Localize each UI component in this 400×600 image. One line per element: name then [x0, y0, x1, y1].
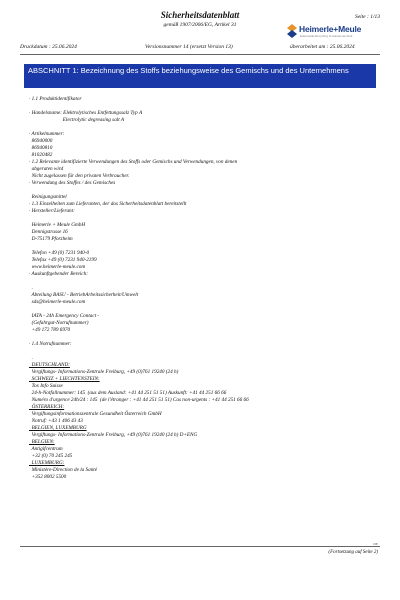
text-line: . — [29, 285, 33, 291]
text-line — [29, 215, 374, 222]
text-line: 24-h-Notfallnummer: 145 (aus dem Ausland: +41 44 251 51 51) Auskunft: +41 44 251 66 66 — [29, 390, 227, 396]
text-line: +32 (0) 70 245 245 — [29, 453, 73, 459]
text-line: SCHWEIZ + LIECHTENSTEIN: — [29, 376, 100, 382]
revision-date: überarbeitet am : 25.06.2024 — [290, 44, 355, 50]
text-line: Antigifcentrum — [29, 446, 63, 452]
text-line: Electrolytic degreasing salt A — [29, 117, 125, 123]
text-line: · 1.2 Relevante identifizierte Verwendungen des Stoffs oder Gemischs und Verwendungen, von denen — [29, 159, 238, 165]
text-line — [29, 243, 374, 250]
text-line: Telefax +49 (0) 7231 940-2199 — [29, 257, 97, 263]
text-line: abgeraten wird — [29, 166, 64, 172]
text-line: LUXEMBURG: — [29, 460, 65, 466]
text-line — [29, 348, 374, 355]
text-line: Nicht zugelassen für den privaten Verbraucher. — [29, 173, 130, 179]
text-line: Ministère-Direction de la Santé — [29, 467, 98, 473]
text-line: Heimerle + Meule GmbH — [29, 222, 86, 228]
text-line: Vergiftungsinformationszentrale Gesundheit Österreich GmbH — [29, 411, 162, 417]
document-subtitle: gemäß 1907/2006/EG, Artikel 31 — [163, 22, 237, 28]
text-line: +49 172 789 6970 — [29, 327, 71, 333]
text-line: Abteilung BASU - BetriebArbeitssicherheit/Umwelt — [29, 292, 139, 298]
text-line: www.heimerle-meule.com — [29, 264, 86, 270]
text-line — [29, 124, 374, 131]
text-line: Dennigstrasse 16 — [29, 229, 68, 235]
text-line: · 1.1 Produktidentifikator — [29, 96, 82, 102]
text-line: Tox Info Suisse — [29, 383, 63, 389]
company-logo — [286, 24, 376, 40]
text-line: · Verwendung des Stoffes / des Gemisches — [29, 180, 116, 186]
text-line: . — [29, 355, 33, 361]
page-number: Seite : 1/13 — [354, 14, 380, 20]
text-line: Notruf: +43 1 406 43 43 — [29, 418, 83, 424]
text-line: D-75179 Pforzheim — [29, 236, 73, 242]
brand-icon — [286, 24, 298, 38]
version-number: Versionsnummer 14 (ersetzt Version 13) — [145, 44, 233, 50]
text-line — [29, 306, 374, 313]
text-line: Telefon +49 (0) 7231 940-0 — [29, 250, 90, 256]
text-line: IATA - 24h Emergency Contact - — [29, 313, 100, 319]
text-line: · Handelsname: Elektrolytisches Entfettungssalz Typ A — [29, 110, 143, 116]
text-line: Vergiftungs- Informations-Zentrale Freiburg, +49 (0)761 19240 (24 h) — [29, 369, 179, 375]
text-line: 86940810 — [29, 145, 53, 151]
continuation-note: (Fortsetzung auf Seite 2) — [328, 550, 378, 555]
language-code: DE — [373, 542, 378, 546]
text-line: +352 8002 5500 — [29, 474, 67, 480]
text-line — [29, 103, 374, 110]
text-line: · Hersteller/Lieferant: — [29, 208, 75, 214]
text-line — [29, 334, 374, 341]
section-1-body — [29, 96, 374, 481]
text-line: 86940000 — [29, 138, 53, 144]
brand-tagline: Edelmetall-Recycling & Galvanotechnik — [300, 34, 353, 38]
section-1-heading: ABSCHNITT 1: Bezeichnung des Stoffs beziehungsweise des Gemischs und des Unternehmens — [24, 64, 376, 88]
text-line: Numéro d'urgence 24h/24 : 145 (de l'étranger : +41 44 251 51 51) Cas non-urgents : +41 44 251 66 66 — [29, 397, 249, 403]
text-line: · 1.4 Notrufnummer: — [29, 341, 72, 347]
text-line: · Auskunftgebender Bereich: — [29, 271, 88, 277]
brand-name: Heimerle+Meule — [299, 24, 362, 34]
text-line: ÖSTERREICH: — [29, 404, 65, 410]
footer-divider — [20, 546, 380, 547]
text-line: Vergiftungs- Informations-Zentrale Freiburg, +49 (0)761 19240 (24 h) D+ENG — [29, 432, 198, 438]
text-line: BELGIEN: — [29, 439, 55, 445]
text-line — [29, 278, 374, 285]
print-date: Druckdatum : 25.06.2024 — [20, 44, 77, 50]
text-line: · Artikelnummer: — [29, 131, 65, 137]
text-line: 81020482 — [29, 152, 53, 158]
text-line: DEUTSCHLAND: — [29, 362, 70, 368]
text-line: Reinigungsmittel — [29, 194, 67, 200]
text-line: BELGIEN, LUXEMBURG — [29, 425, 87, 431]
text-line: sds@heimerle-meule.com — [29, 299, 86, 305]
text-line: (Gefahrgut-Notrufnummer) — [29, 320, 89, 326]
text-line — [29, 187, 374, 194]
document-title: Sicherheitsdatenblatt — [160, 10, 240, 20]
text-line: · 1.3 Einzelheiten zum Lieferanten, der das Sicherheitsdatenblatt bereitstellt — [29, 201, 187, 207]
header-divider — [20, 54, 380, 55]
